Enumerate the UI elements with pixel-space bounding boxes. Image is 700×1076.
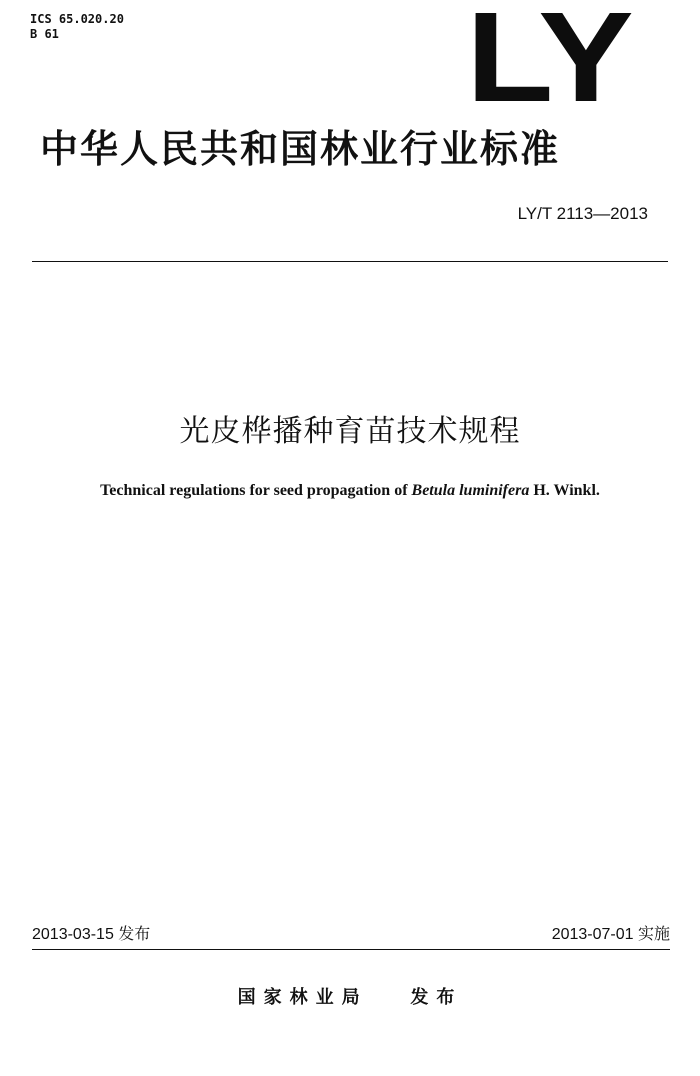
ccs-code: B 61 <box>30 27 59 41</box>
implementation-date: 2013-07-01 实施 <box>551 926 670 943</box>
org-title: 中华人民共和国林业行业标准 <box>40 127 561 171</box>
classification-codes <box>30 12 124 42</box>
document-title-en <box>0 481 700 501</box>
title-en-species: Betula luminifera <box>411 482 530 499</box>
ly-logo: LY <box>466 0 632 129</box>
title-en-prefix: Technical regulations for seed propagation of <box>100 482 412 499</box>
document-title-cn: 光皮桦播种育苗技术规程 <box>179 414 521 449</box>
issue-date: 2013-03-15 发布 <box>32 926 151 943</box>
issuing-authority: 国家林业局 发布 <box>237 987 463 1008</box>
top-divider <box>32 261 668 262</box>
ics-code: ICS 65.020.20 <box>30 12 124 26</box>
title-en-suffix: H. Winkl. <box>529 482 600 499</box>
bottom-divider <box>32 949 670 950</box>
standard-number: LY/T 2113—2013 <box>517 204 648 223</box>
